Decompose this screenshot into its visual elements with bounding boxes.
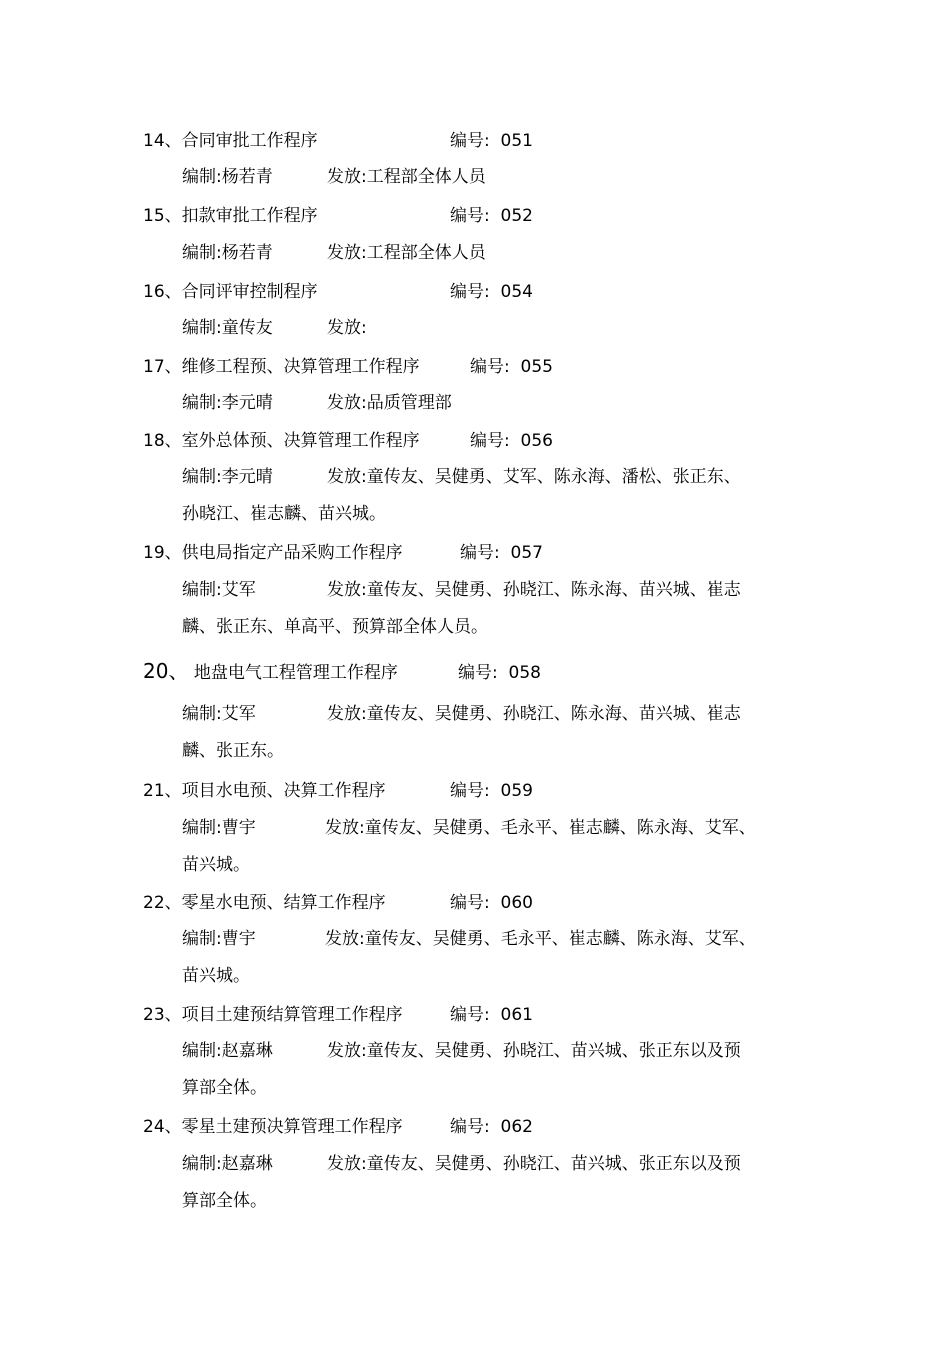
editor-label: 编制: [182,1154,222,1174]
distribution-text-continued: 算部全体。 [182,1191,267,1211]
code-value: 059 [500,781,533,801]
code-value: 062 [500,1117,533,1137]
distribution-label: 发放: [327,467,367,487]
code-label: 编号: [450,282,490,302]
code-label: 编号: [450,206,490,226]
code-value: 058 [508,663,541,683]
entry-title: 室外总体预、决算管理工作程序 [181,431,420,451]
distribution-label: 发放: [325,929,365,949]
entry-number: 19、 [143,543,182,563]
code-label: 编号: [450,1005,490,1025]
distribution-text-continued: 苗兴城。 [182,966,250,986]
distribution-label: 发放: [327,1154,367,1174]
entry-number: 16、 [143,282,182,302]
entry-title: 项目土建预结算管理工作程序 [181,1005,403,1025]
editor-label: 编制: [182,704,222,724]
code-label: 编号: [450,893,490,913]
entry-number: 22、 [143,893,182,913]
distribution-text: 品质管理部 [366,393,452,413]
entry-title: 维修工程预、决算管理工作程序 [181,357,420,377]
editor-name: 艾军 [221,704,256,724]
distribution-label: 发放: [327,704,367,724]
entry-number: 18、 [143,431,182,451]
editor-name: 杨若青 [221,167,273,187]
distribution-label: 发放: [327,580,367,600]
code-value: 056 [520,431,553,451]
editor-label: 编制: [182,167,222,187]
entry-number: 24、 [143,1117,182,1137]
code-label: 编号: [458,663,498,683]
distribution-label: 发放: [327,243,367,263]
distribution-text-continued: 孙晓江、崔志麟、苗兴城。 [182,504,386,524]
distribution-text-continued: 算部全体。 [182,1078,267,1098]
entry-title: 项目水电预、决算工作程序 [181,781,386,801]
editor-label: 编制: [182,929,222,949]
distribution-label: 发放: [327,318,367,338]
distribution-text-continued: 麟、张正东、单高平、预算部全体人员。 [182,617,488,637]
entry-number: 17、 [143,357,182,377]
distribution-text: 童传友、吴健勇、孙晓江、陈永海、苗兴城、崔志 [366,704,741,724]
entry-title: 扣款审批工作程序 [181,206,318,226]
entry-number: 23、 [143,1005,182,1025]
editor-name: 艾军 [221,580,256,600]
distribution-text: 童传友、吴健勇、艾军、陈永海、潘松、张正东、 [366,467,741,487]
entry-title: 零星水电预、结算工作程序 [181,893,386,913]
editor-name: 李元晴 [221,467,273,487]
distribution-text: 工程部全体人员 [366,167,486,187]
editor-name: 杨若青 [221,243,273,263]
distribution-text-continued: 苗兴城。 [182,855,250,875]
entry-title: 零星土建预决算管理工作程序 [181,1117,403,1137]
distribution-text-continued: 麟、张正东。 [182,741,284,761]
editor-name: 童传友 [221,318,273,338]
code-value: 051 [500,131,533,151]
editor-name: 赵嘉琳 [221,1154,273,1174]
editor-name: 曹宇 [221,818,256,838]
entry-number: 21、 [143,781,182,801]
entry-number: 14、 [143,131,182,151]
code-value: 052 [500,206,533,226]
distribution-text: 童传友、吴健勇、孙晓江、苗兴城、张正东以及预 [366,1041,741,1061]
code-value: 060 [500,893,533,913]
entry-number: 15、 [143,206,182,226]
distribution-label: 发放: [327,167,367,187]
editor-name: 李元晴 [221,393,273,413]
distribution-label: 发放: [325,818,365,838]
distribution-text: 工程部全体人员 [366,243,486,263]
code-label: 编号: [470,431,510,451]
code-label: 编号: [470,357,510,377]
entry-title: 供电局指定产品采购工作程序 [181,543,403,563]
distribution-text: 童传友、吴健勇、孙晓江、陈永海、苗兴城、崔志 [366,580,741,600]
editor-label: 编制: [182,818,222,838]
code-label: 编号: [450,781,490,801]
code-label: 编号: [460,543,500,563]
editor-name: 赵嘉琳 [221,1041,273,1061]
editor-label: 编制: [182,393,222,413]
distribution-text: 童传友、吴健勇、毛永平、崔志麟、陈永海、艾军、 [364,818,756,838]
editor-label: 编制: [182,1041,222,1061]
editor-label: 编制: [182,467,222,487]
entry-title: 地盘电气工程管理工作程序 [193,663,398,683]
code-value: 055 [520,357,553,377]
distribution-text: 童传友、吴健勇、毛永平、崔志麟、陈永海、艾军、 [364,929,756,949]
code-value: 061 [500,1005,533,1025]
entry-title: 合同评审控制程序 [181,282,318,302]
entry-title: 合同审批工作程序 [181,131,318,151]
editor-label: 编制: [182,243,222,263]
code-label: 编号: [450,131,490,151]
code-label: 编号: [450,1117,490,1137]
code-value: 054 [500,282,533,302]
code-value: 057 [510,543,543,563]
distribution-label: 发放: [327,393,367,413]
editor-label: 编制: [182,580,222,600]
editor-name: 曹宇 [221,929,256,949]
entry-number: 20、 [143,659,189,683]
editor-label: 编制: [182,318,222,338]
distribution-text: 童传友、吴健勇、孙晓江、苗兴城、张正东以及预 [366,1154,741,1174]
distribution-label: 发放: [327,1041,367,1061]
